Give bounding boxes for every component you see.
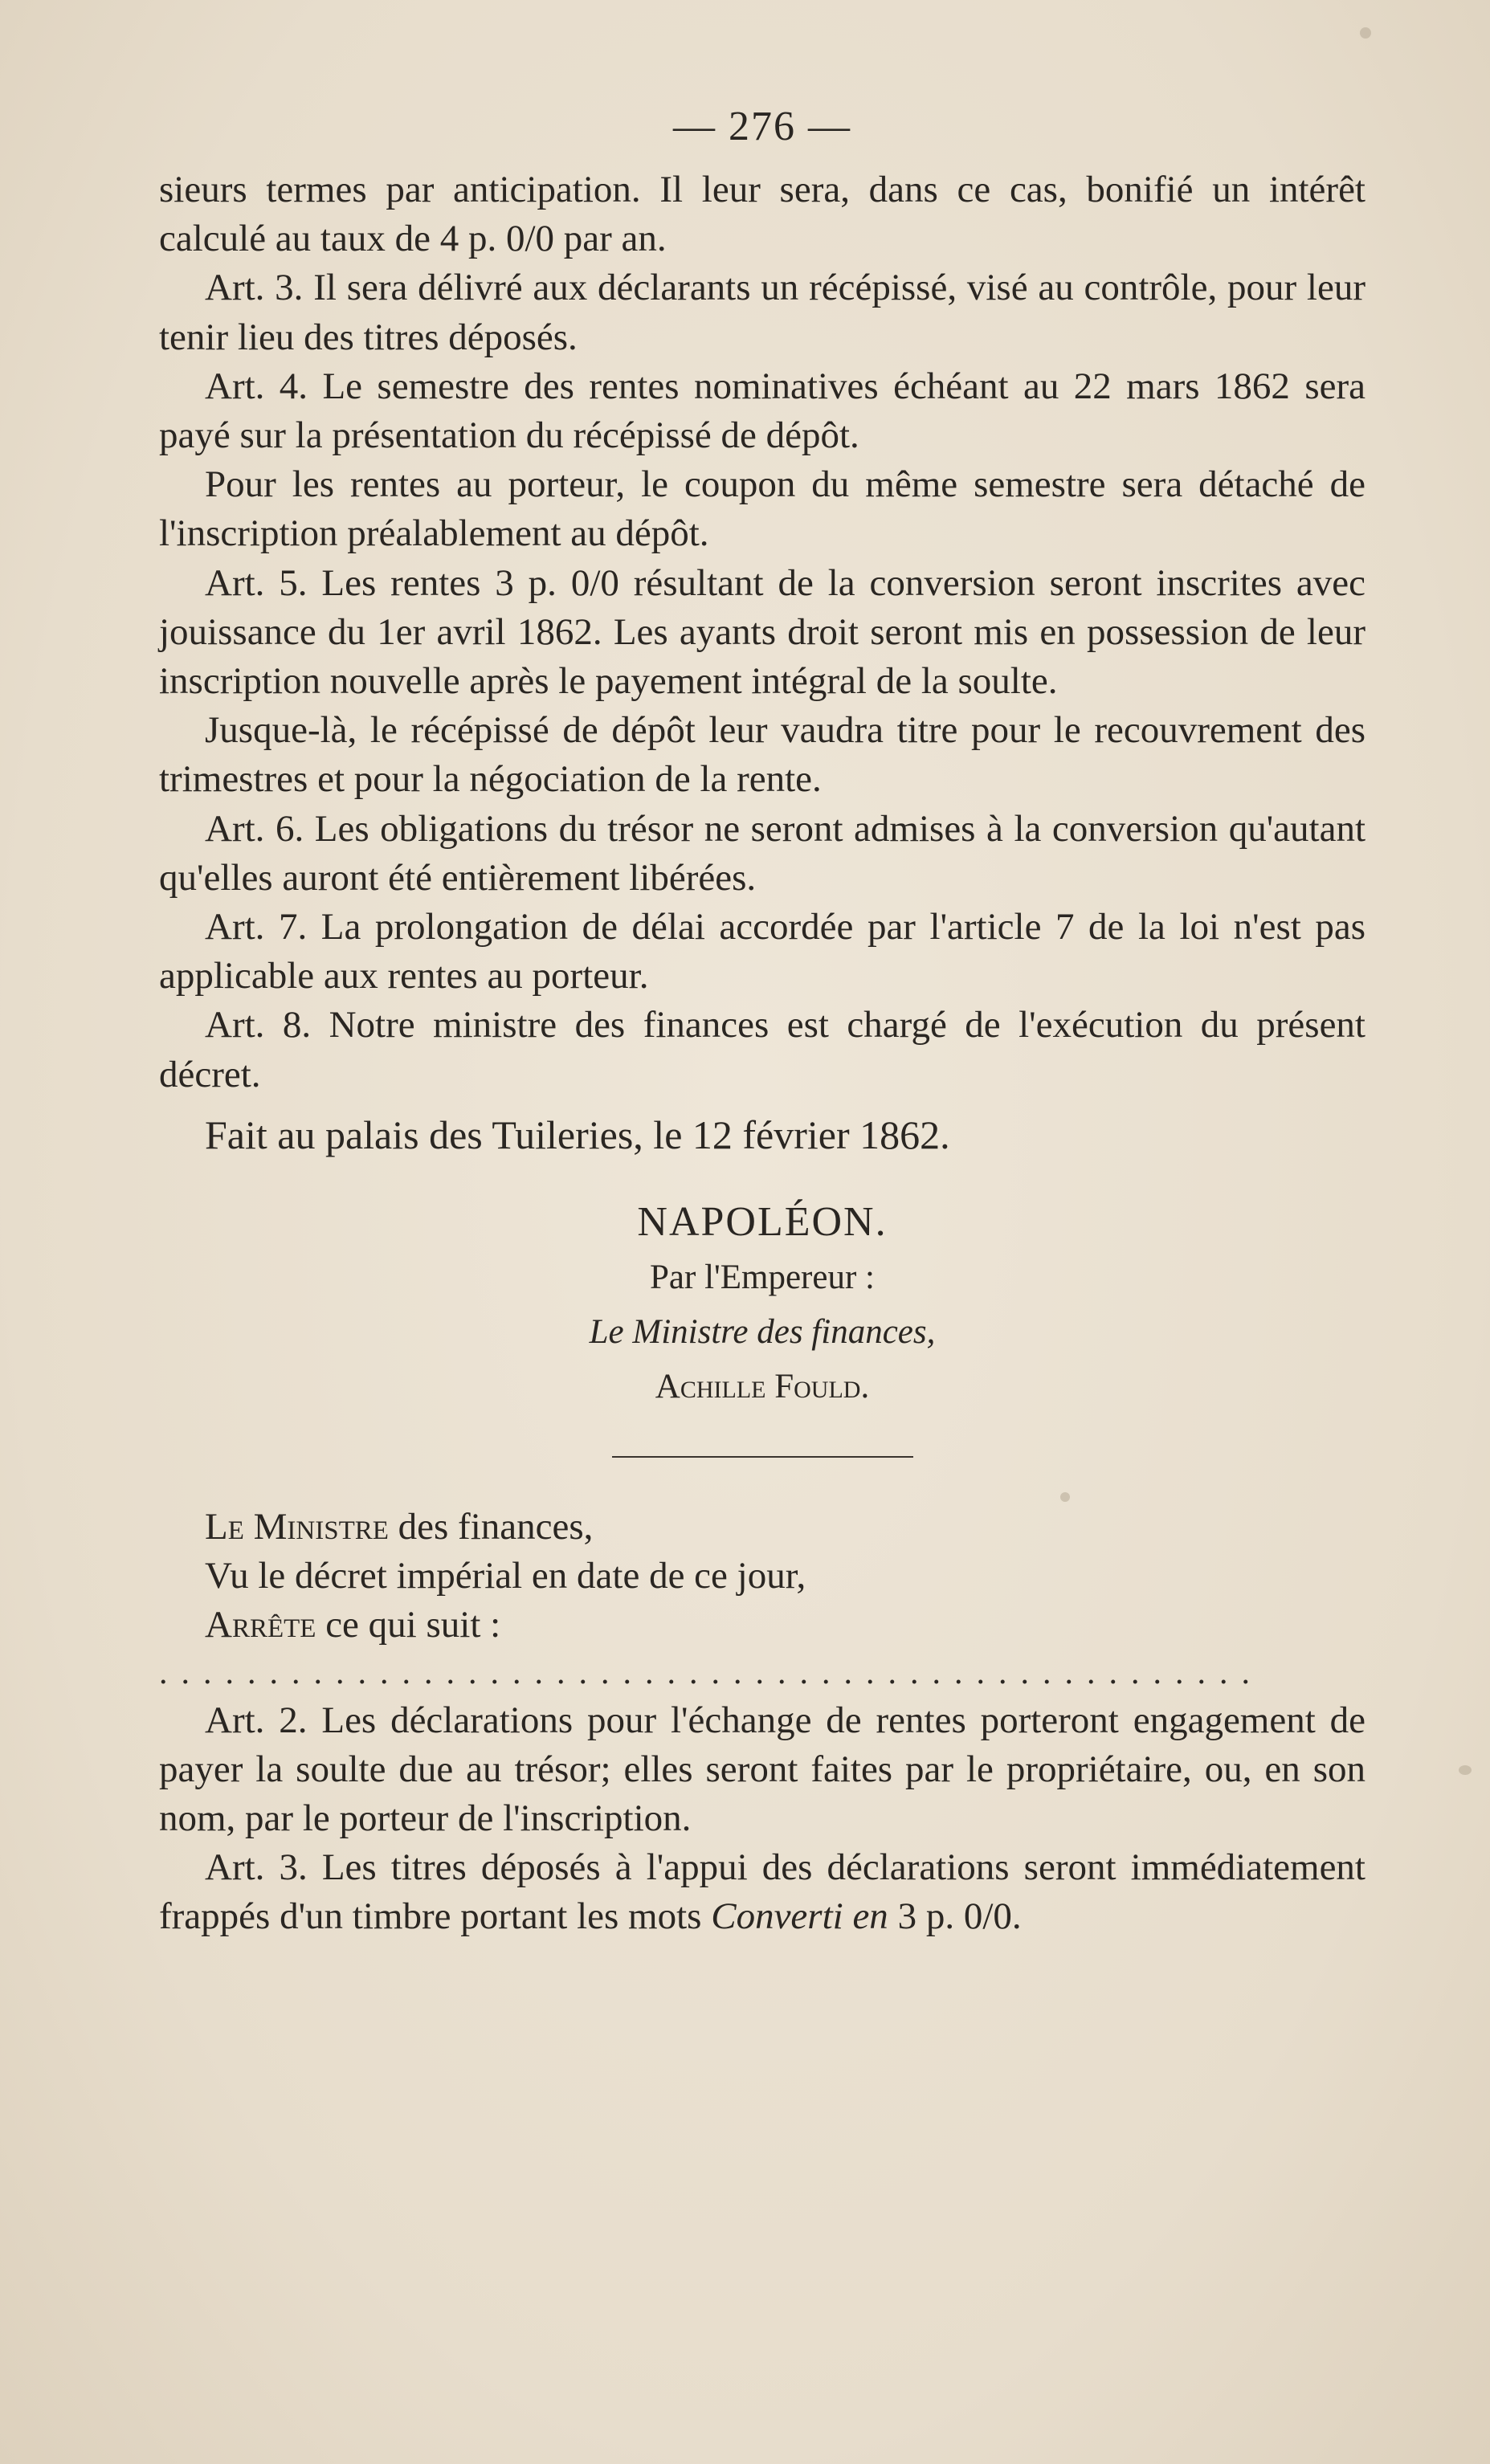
order-arrete-caps: Arrête: [205, 1603, 316, 1646]
order-article-2: Art. 2. Les déclarations pour l'échange de rentes porteront engagement de payer la soulte due au trésor; elles seront faites par le propriétaire, ou, en son nom, par le porteur de l'inscription.: [159, 1699, 1365, 1839]
order-article-3-text: Art. 3. Les titres déposés à l'appui des déclarations seront immédiatement frappés d'un timbre portant les mots: [159, 1846, 1365, 1937]
date-line: Fait au palais des Tuileries, le 12 février 1862.: [205, 1112, 950, 1157]
article-3: Art. 3. Il sera délivré aux déclarants un récépissé, visé au contrôle, pour leur tenir lieu des titres déposés.: [159, 267, 1365, 358]
ellipsis-line: ..................................................: [159, 1654, 1263, 1691]
order-article-3: [159, 1843, 1365, 1941]
minister-title: Le Ministre des finances,: [589, 1312, 936, 1351]
minister-name: Achille Fould.: [655, 1367, 870, 1405]
order-arrete-rest: ce qui suit :: [316, 1603, 501, 1646]
article-4: Art. 4. Le semestre des rentes nominatives échéant au 22 mars 1862 sera payé sur la présentation du récépissé de dépôt.: [159, 365, 1365, 457]
article-8: Art. 8. Notre ministre des finances est chargé de l'exécution du présent décret.: [159, 1004, 1365, 1095]
order-intro-caps: Le Ministre: [205, 1505, 389, 1548]
signature-napoleon: NAPOLÉON.: [637, 1198, 888, 1245]
article-7: Art. 7. La prolongation de délai accordée par l'article 7 de la loi n'est pas applicable aux rentes au porteur.: [159, 906, 1365, 997]
article-5: Art. 5. Les rentes 3 p. 0/0 résultant de la conversion seront inscrites avec jouissance du 1er avril 1862. Les ayants droit seront mis en possession de leur inscription nouvelle après le payement intégral de la soulte.: [159, 561, 1365, 703]
paragraph-continuation: sieurs termes par anticipation. Il leur sera, dans ce cas, bonifié un intérêt calculé au taux de 4 p. 0/0 par an.: [159, 169, 1365, 260]
paragraph-bearer-rentes: Pour les rentes au porteur, le coupon du même semestre sera détaché de l'inscription préalablement au dépôt.: [159, 463, 1365, 555]
page-number: — 276 —: [673, 104, 851, 149]
order-vu-line: Vu le décret impérial en date de ce jour,: [205, 1554, 806, 1597]
section-divider: [612, 1456, 913, 1458]
signature-block: [159, 1194, 1365, 1414]
article-6: Art. 6. Les obligations du trésor ne seront admises à la conversion qu'autant qu'elles auront été entièrement libérées.: [159, 807, 1365, 899]
ministerial-order: [159, 1503, 1365, 1941]
order-intro-rest: des finances,: [388, 1505, 594, 1548]
foxing-spot: [1360, 27, 1371, 39]
paragraph-jusque-la: Jusque-là, le récépissé de dépôt leur vaudra titre pour le recouvrement des trimestres et pour la négociation de la rente.: [159, 709, 1365, 801]
text-column: [159, 95, 1365, 1941]
order-article-3-italic: Converti en: [711, 1895, 888, 1937]
order-article-3-end: 3 p. 0/0.: [888, 1895, 1022, 1937]
signature-by-emperor: Par l'Empereur :: [650, 1258, 875, 1296]
foxing-spot: [1459, 1765, 1472, 1775]
